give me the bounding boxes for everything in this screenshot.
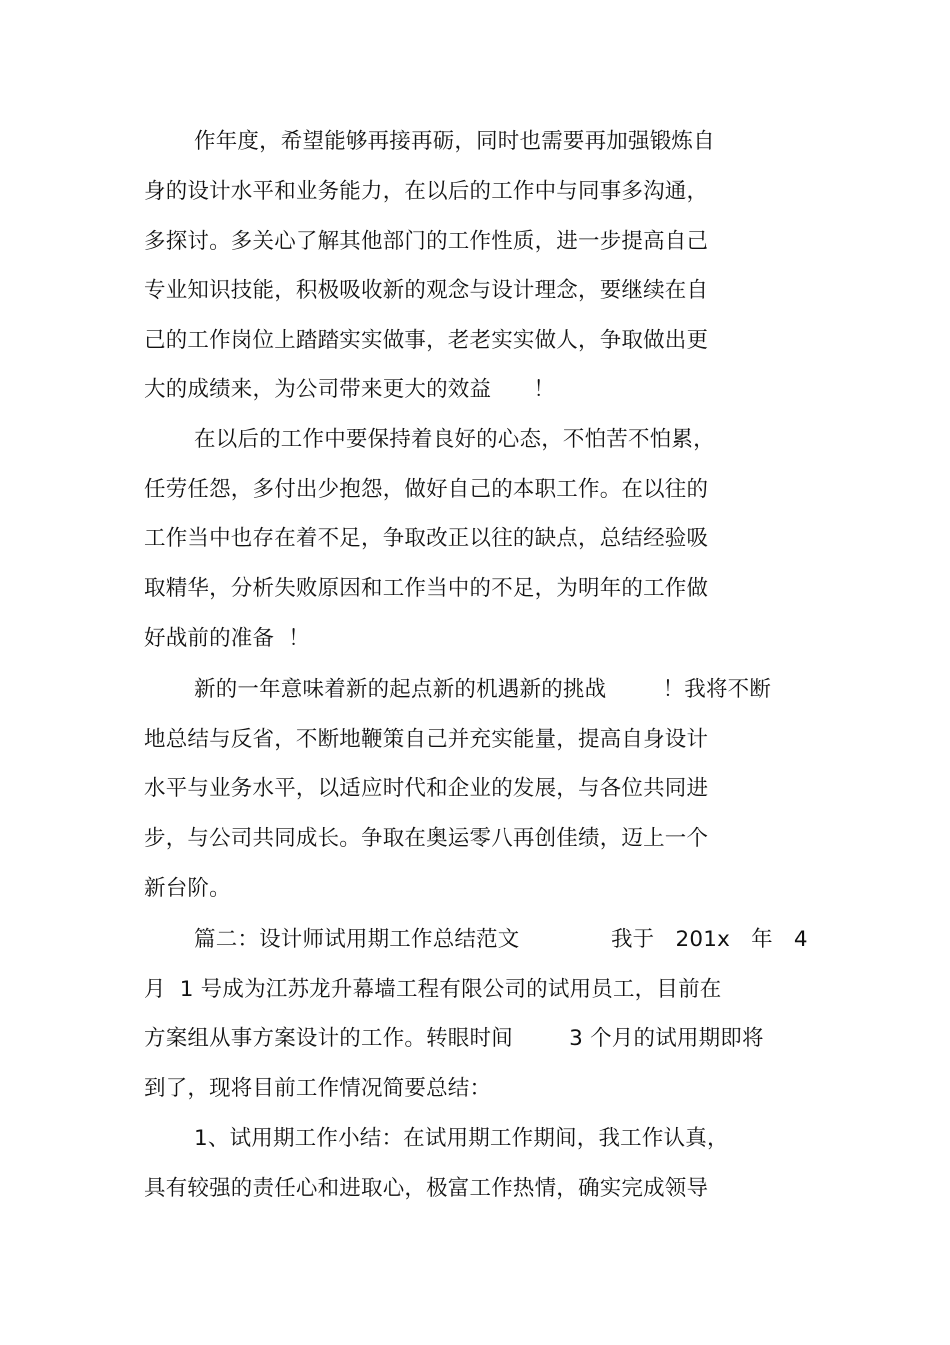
text-line: 月 1 号成为江苏龙升幕墙工程有限公司的试用员工，目前在 — [144, 977, 722, 1002]
text-line: 作年度，希望能够再接再砺，同时也需要再加强锻炼自 — [194, 129, 715, 154]
text-line: 任劳任怨，多付出少抱怨，做好自己的本职工作。在以往的 — [144, 477, 709, 502]
text-line: 取精华，分析失败原因和工作当中的不足，为明年的工作做 — [144, 576, 709, 601]
text-line: 好战前的准备 ！ — [144, 626, 310, 651]
text-line: 方案组从事方案设计的工作。转眼时间 3 个月的试用期即将 — [144, 1026, 764, 1051]
text-line: 新的一年意味着新的起点新的机遇新的挑战 ！我将不断 — [194, 677, 772, 702]
text-line: 篇二：设计师试用期工作总结范文 我于 201x 年 4 — [194, 927, 808, 952]
text-line: 1、试用期工作小结：在试用期工作期间，我工作认真， — [194, 1126, 729, 1151]
text-line: 大的成绩来，为公司带来更大的效益 ！ — [144, 377, 556, 402]
text-line: 专业知识技能，积极吸收新的观念与设计理念，要继续在自 — [144, 278, 709, 303]
text-line: 新台阶。 — [144, 876, 231, 901]
text-line: 地总结与反省，不断地鞭策自己并充实能量，提高自身设计 — [144, 727, 709, 752]
text-line: 水平与业务水平，以适应时代和企业的发展，与各位共同进 — [144, 776, 709, 801]
text-line: 多探讨。多关心了解其他部门的工作性质，进一步提高自己 — [144, 229, 709, 254]
text-line: 到了，现将目前工作情况简要总结： — [144, 1076, 492, 1101]
text-line: 身的设计水平和业务能力，在以后的工作中与同事多沟通， — [144, 179, 709, 204]
text-line: 具有较强的责任心和进取心，极富工作热情，确实完成领导 — [144, 1176, 709, 1201]
text-line: 在以后的工作中要保持着良好的心态，不怕苦不怕累， — [194, 427, 715, 452]
text-line: 己的工作岗位上踏踏实实做事，老老实实做人，争取做出更 — [144, 328, 709, 353]
text-line: 工作当中也存在着不足，争取改正以往的缺点，总结经验吸 — [144, 526, 709, 551]
text-line: 步，与公司共同成长。争取在奥运零八再创佳绩，迈上一个 — [144, 826, 709, 851]
